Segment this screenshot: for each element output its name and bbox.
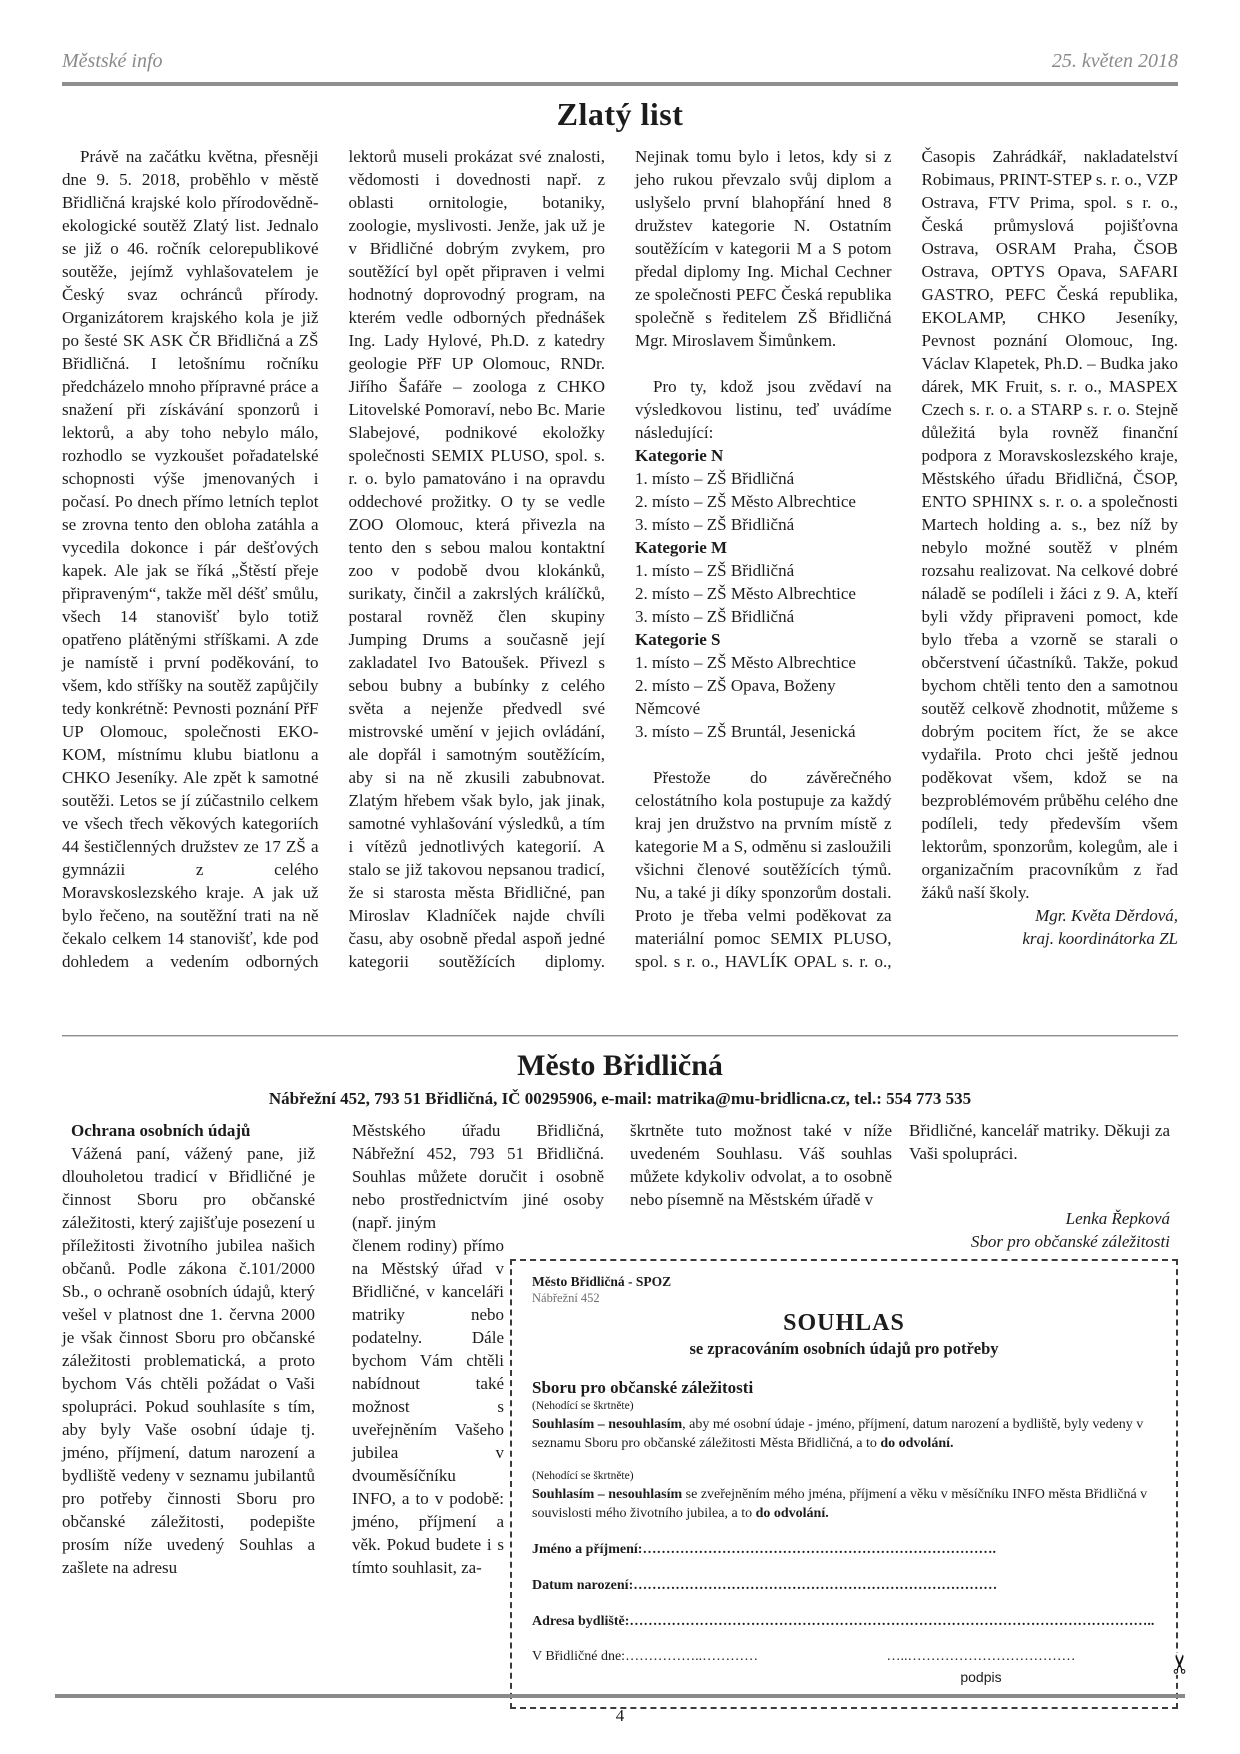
result-item: 2. místo – ZŠ Město Albrechtice xyxy=(635,492,856,511)
field-write-line: …………………………………………………………………. xyxy=(642,1542,996,1557)
form-sender-address: Nábřežní 452 xyxy=(532,1291,600,1305)
field-name xyxy=(532,1540,1156,1559)
consent-text: se zveřejněním mého jména, příjmení a věku v měsíčníku INFO města Břidličná v souvislosti mého životního jubilea, a to xyxy=(532,1487,1148,1521)
article-body xyxy=(62,145,1178,1029)
result-item: 1. místo – ZŠ Břidličná xyxy=(635,469,795,488)
newsletter-name: Městské info xyxy=(62,50,163,72)
result-item: 1. místo – ZŠ Břidličná xyxy=(635,561,795,580)
page-header xyxy=(62,50,1178,73)
consent-until-revoked: do odvolání. xyxy=(755,1506,829,1521)
consent-form xyxy=(510,1259,1196,1709)
article-paragraph-3: Přestože do závěrečného celostátního kola postupuje za každý kraj jen družstvo na prvním místě z kategorie M a S, odměnu si zasloužili všichni členové soutěžících týmů. Nu, a také ji díky sponzorům dostali. Proto je třeba velmi poděkovat za materiální pomoc SEMIX PLUSO, spol. s r. o., HAVLÍK OPAL s. r. o., Časopis Zahrádkář, nakladatelství Robimaus, PRINT-STEP s. r. o., VZP Ostrava, FTV Prima, spol. s r. o., Česká průmyslová pojišťovna Ostrava, OSRAM Praha, ČSOB Ostrava, OPTYS Opava, SAFARI GASTRO, PEFC Česká republika, EKOLAMP, CHKO Jeseníky, Pevnost poznání Olomouc, Ing. Václav Klapetek, Ph.D. – Budka jako dárek, MK Fruit, s. r. o., MASPEX Czech s. r. o. a STARP s. r. o. Stejně důležitá byla rovněž finanční podpora z Moravskoslezského kraje, Městského úřadu Břidličná, ČSOP, ENTO SPHINX s. r. o. a společnosti Martech holding a. s., bez níž by nebylo možné soutěž v plném rozsahu realizovat. Na celkové dobré náladě se podíleli i žáci z 9. A, kteří byli vždy připraveni pomoct, kde bylo třeba a vzorně se starali o občerstvení účastníků. Takže, pokud bychom chtěli tento den a samotnou soutěž celkově zhodnotit, můžeme s dobrým pocitem říct, že se akce vydařila. Proto chci ještě jednou poděkovat všem, kdož se na bezproblémovém průběhu celého dne podíleli, tedy především všem lektorům, sponzorům, kolegům, ale i organizačním pracovníkům z řad žáků naší školy. xyxy=(635,147,1178,971)
delivery-instructions-text: Městského úřadu Břidličná, Nábřežní 452, 793 51 Břidličná. Souhlas můžete doručit i osobně nebo prostřednictvím jiné osoby (např. jiným xyxy=(352,1121,604,1232)
privacy-text: Vážená paní, vážený pane, již dlouholetou tradicí v Břidličné je činnost Sboru pro občanské záležitosti, který zajišťuje posezení u příležitosti životního jubilea našich občanů. Podle zákona č.101/2000 Sb., o ochraně osobních údajů, který vešel v platnost dne 1. června 2000 je však činnost Sboru pro občanské záležitosti problematická, a proto bychom Vás chtěli požádat o Vaši spolupráci. Pokud souhlasíte s tím, aby byly Vaše osobní údaje tj. jméno, příjmení, datum narození a bydliště vedeny v seznamu jubilantů pro potřeby činnosti Sboru pro občanské záležitosti, podepište prosím níže uvedený Souhlas a zašlete na adresu xyxy=(62,1144,315,1577)
spacer xyxy=(532,1453,1156,1467)
results-category-m xyxy=(635,536,892,628)
closing-text: Břidličné, kancelář matriky. Děkuji za Vaši spolupráci. xyxy=(909,1121,1170,1163)
results-category-n xyxy=(635,444,892,536)
form-subtitle: se zpracováním osobních údajů pro potřeby xyxy=(689,1339,999,1358)
consent-choice: Souhlasím – nesouhlasím xyxy=(532,1487,683,1502)
result-item: 3. místo – ZŠ Břidličná xyxy=(635,515,795,534)
page-number: 4 xyxy=(615,1706,625,1725)
consent-text: , aby mé osobní údaje - jméno, příjmení, datum narození a bydliště, byly vedeny v seznamu Sboru pro občanské záležitosti Města Břidličná, a to xyxy=(532,1417,1144,1451)
field-write-line: ………………………………………………………………………………………………….. xyxy=(629,1614,1155,1629)
field-write-line: …………………………………………………………………… xyxy=(633,1578,998,1593)
category-heading: Kategorie S xyxy=(635,630,721,649)
field-label: V Břidličné dne: xyxy=(532,1649,626,1664)
field-label: Datum narození: xyxy=(532,1578,634,1593)
article-title: Zlatý list xyxy=(556,96,684,132)
form-sender-name: Město Břidličná - SPOZ xyxy=(532,1274,672,1289)
issue-date: 25. květen 2018 xyxy=(1051,50,1178,72)
article-paragraph-1: Právě na začátku května, přesněji dne 9. 5. 2018, proběhlo v městě Břidličná krajské kolo přírodovědně-ekologické soutěž Zlatý list. Jednalo se již o 46. ročník celorepublikové soutěže, jejímž vyhlašovatelem je Český svaz ochránců přírody. Organizátorem krajského kola je již po šesté SK ASK ČR Břidličná a ZŠ Břidličná. I letošnímu ročníku předcházelo mnoho přípravné práce a snažení při získávání sponzorů i lektorů, a aby toho nebylo málo, rozhodlo se vyzkoušet pořadatelské schopnosti výše jmenovaných i počasí. Po dnech přímo letních teplot se zrovna tento den obloha zatáhla a vycedila dokonce i pár dešťových kapek. Ale jak se říká „Štěstí přeje připraveným“, takže měl déšť smůlu, všech 14 stanovišť bylo totiž opatřeno plátěnými stříškami. A zde je namístě i první poděkování, to všem, kdo stříšky na soutěž zapůjčily tedy konkrétně: Pevnosti poznání PřF UP Olomouc, společnosti EKO-KOM, místnímu klubu biatlonu a CHKO Jeseníky. Ale zpět k samotné soutěži. Letos se jí zúčastnilo celkem ve všech třech věkových kategoriích 44 šestičlenných družstev ze 17 ZŠ a gymnázii z celého Moravskoslezského kraje. A jak už bylo řečeno, na soutěžní trati na ně čekalo celkem 14 stanovišť, kde pod dohledem a vedením odborných lektorů museli prokázat své znalosti, vědomosti i dovednosti např. z oblasti ornitologie, botaniky, zoologie, myslivosti. Jenže, jak už je v Břidličné dobrým zvykem, pro soutěžící byl opět připraven i velmi hodnotný doprovodný program, na kterém vedle odborných přednášek Ing. Lady Hylové, Ph.D. z katedry geologie PřF UP Olomouc, RNDr. Jiřího Šafáře – zoologa z CHKO Litovelské Pomoraví, nebo Bc. Marie Slabejové, podnikové ekoložky společnosti SEMIX PLUSO, spol. s. r. o. bylo pamatováno i na opravdu oddechové prožitky. O ty se vedle ZOO Olomouc, která přivezla na tento den s sebou malou kontaktní zoo v podobě dvou klokánků, surikaty, činčil a zakrslých králíčků, postaral rovněž člen skupiny Jumping Drums a současně její zakladatel Ivo Batoušek. Přivezl s sebou bubny a bubínky z celého světa a nejenže předvedl své mistrovské umění v jejich ovládání, ale dopřál i samotným soutěžícím, aby si na ně zkusili zabubnovat. Zlatým hřebem však bylo, jak jinak, samotné vyhlašování výsledků, a tím i vítězů jednotlivých kategorií. A stalo se již takovou nepsanou tradicí, že si starosta města Břidličné, pan Miroslav Kladníček najde chvíli času, aby osobně předal aspoň jedné kategorii soutěžících diplomy. Nejinak tomu bylo i letos, kdy si z jeho rukou převzalo svůj diplom a uslyšelo první blahopřání hned 8 družstev kategorie N. Ostatním soutěžícím v kategorii M a S potom předal diplomy Ing. Michal Cechner ze společnosti PEFC Česká republika společně s ředitelem ZŠ Břidličná Mgr. Miroslavem Šimůnkem. xyxy=(62,147,892,971)
signature-role: Sbor pro občanské záležitosti xyxy=(970,1232,1170,1251)
form-note-1: (Nehodící se škrtněte) xyxy=(532,1400,634,1412)
results-category-s xyxy=(635,628,892,743)
field-label: Jméno a příjmení: xyxy=(532,1542,643,1557)
result-item: 3. místo – ZŠ Břidličná xyxy=(635,607,795,626)
field-birthdate xyxy=(532,1576,1156,1595)
result-item: 2. místo – ZŠ Opava, Boženy Němcové xyxy=(635,676,836,718)
municipality-title: Město Břidličná xyxy=(517,1049,723,1082)
revocation-text: škrtněte tuto možnost také v níže uvedeném Souhlasu. Váš souhlas můžete kdykoliv odvolat, a to osobně nebo písemně na Městském úřadě v xyxy=(630,1121,892,1209)
signature-label: podpis xyxy=(960,1669,1002,1685)
privacy-section xyxy=(62,1119,1196,1719)
result-item: 3. místo – ZŠ Bruntál, Jesenická xyxy=(635,722,856,741)
consent-statement-2 xyxy=(532,1485,1156,1523)
municipality-signature xyxy=(909,1207,1170,1253)
signature-name: Mgr. Květa Děrdová, xyxy=(1035,906,1178,925)
scissors-icon: ✂ xyxy=(1164,1653,1198,1675)
consent-statement-1 xyxy=(532,1415,1156,1453)
signature-name: Lenka Řepková xyxy=(1065,1209,1170,1228)
footer-rule xyxy=(55,1694,1185,1698)
signature-block xyxy=(836,1647,1126,1687)
result-item: 2. místo – ZŠ Město Albrechtice xyxy=(635,584,856,603)
municipality-contact-line: Nábřežní 452, 793 51 Břidličná, IČ 00295906, e-mail: matrika@mu-bridlicna.cz, tel.: 554 773 535 xyxy=(268,1089,972,1108)
field-address xyxy=(532,1612,1156,1631)
form-recipient-heading: Sboru pro občanské záležitosti xyxy=(532,1378,754,1397)
signature-write-line: …..……………………………… xyxy=(886,1649,1076,1664)
field-write-line: ……………..………… xyxy=(625,1649,759,1664)
article-signature xyxy=(922,904,1179,950)
consent-choice: Souhlasím – nesouhlasím xyxy=(532,1417,683,1432)
form-title: SOUHLAS xyxy=(783,1310,905,1336)
article-paragraph-2: Pro ty, kdož jsou zvědaví na výsledkovou listinu, teď uvádíme následující: xyxy=(635,377,892,442)
signature-role: kraj. koordinátorka ZL xyxy=(1022,929,1178,948)
form-bottom-row xyxy=(532,1647,1156,1687)
result-item: 1. místo – ZŠ Město Albrechtice xyxy=(635,653,856,672)
section-divider xyxy=(62,1035,1178,1037)
field-label: Adresa bydliště: xyxy=(532,1614,630,1629)
privacy-column xyxy=(62,1119,315,1579)
category-heading: Kategorie M xyxy=(635,538,728,557)
delivery-instructions-continued: členem rodiny) přímo na Městský úřad v Břidličné, v kanceláři matriky nebo podatelny. Dále bychom Vám chtěli nabídnout také možnost s uveřejněním Vašeho jubilea v dvouměsíčníku INFO, a to v podobě: jméno, příjmení a věk. Pokud budete i s tímto souhlasit, za- xyxy=(352,1236,504,1577)
consent-until-revoked: do odvolání. xyxy=(880,1436,954,1451)
closing-text-column xyxy=(909,1119,1170,1253)
field-place-date xyxy=(532,1647,758,1687)
privacy-heading: Ochrana osobních údajů xyxy=(71,1121,251,1140)
header-rule xyxy=(62,82,1178,86)
form-note-2: (Nehodící se škrtněte) xyxy=(532,1470,634,1482)
category-heading: Kategorie N xyxy=(635,446,724,465)
